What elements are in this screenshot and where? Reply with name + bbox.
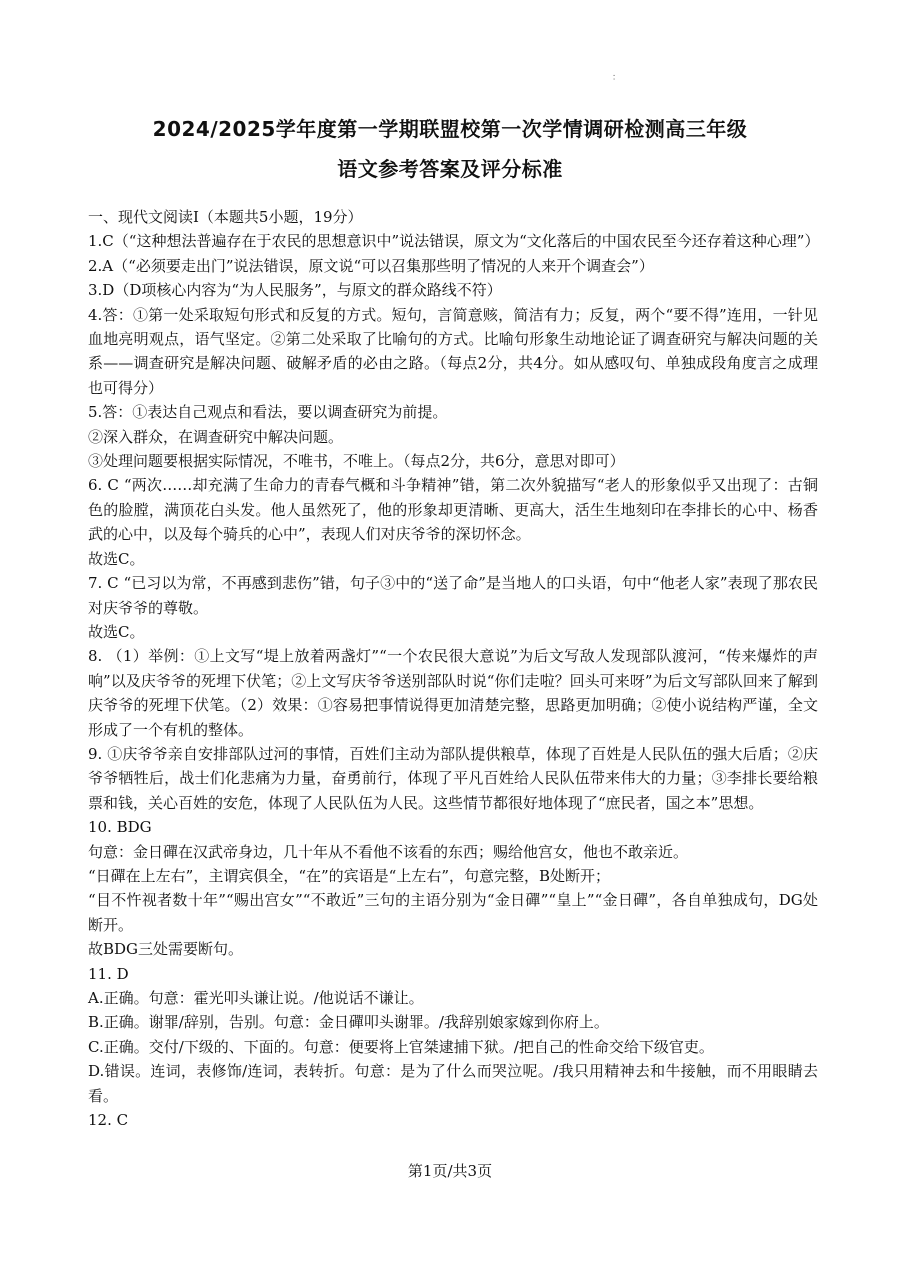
corner-mark: ： — [612, 73, 622, 83]
answer-item: 8. （1）举例：①上文写“堤上放着两盏灯”“一个农民很大意说”为后文写敌人发现部队渡河，“传来爆炸的声响”以及庆爷爷的死埋下伏笔；②上文写庆爷爷送别部队时说“你们走啦？回头可来呀”为后文写部队回来了解到庆爷爷的死埋下伏笔。（2）效果：①容易把事情说得更加清楚完整，思路更加明确；②使小说结构严谨，全文形成了一个有机的整体。 — [88, 647, 818, 739]
answer-item: A.正确。句意：霍光叩头谦让说。/他说话不谦让。 — [88, 989, 424, 1007]
answer-item: 6. C “两次……却充满了生命力的青春气概和斗争精神”错，第二次外貌描写“老人的形象似乎又出现了：古铜色的脸膛，满顶花白头发。他人虽然死了，他的形象却更清晰、更高大，活生生地刻印在李排长的心中、杨香武的心中，以及每个骑兵的心中”，表现人们对庆爷爷的深切怀念。 — [88, 476, 818, 544]
answer-item: 2.A（“必须要走出门”说法错误，原文说“可以召集那些明了情况的人来开个调查会”） — [88, 256, 654, 275]
document-subtitle: 语文参考答案及评分标准 — [337, 157, 563, 181]
page-number: 第1页/共3页 — [407, 1162, 493, 1180]
answer-content — [88, 205, 818, 1132]
answer-item: 句意：金日磾在汉武帝身边，几十年从不看他不该看的东西；赐给他宫女，他也不敢亲近。 — [88, 842, 689, 861]
answer-item: 10. BDG — [88, 818, 152, 837]
answer-item: 12. C — [88, 1111, 129, 1130]
answer-item: “目不忤视者数十年”“赐出宫女”“不敢近”三句的主语分别为“金日磾”“皇上”“金日磾”，各自单独成句，DG处断开。 — [88, 891, 818, 934]
answer-item: 9. ①庆爷爷亲自安排部队过河的事情，百姓们主动为部队提供粮草，体现了百姓是人民队伍的强大后盾；②庆爷爷牺牲后，战士们化悲痛为力量，奋勇前行，体现了平凡百姓给人民队伍带来伟大的力量；③李排长要给粮票和钱，关心百姓的安危，体现了人民队伍为人民。这些情节都很好地体现了“庶民者，国之本”思想。 — [88, 744, 818, 812]
document-title: 2024/2025学年度第一学期联盟校第一次学情调研检测高三年级 — [152, 117, 748, 141]
answer-item: 11. D — [88, 964, 129, 983]
answer-item: 1.C（“这种想法普遍存在于农民的思想意识中”说法错误，原文为“文化落后的中国农民至今还存着这种心理”） — [88, 232, 820, 251]
answer-item: ③处理问题要根据实际情况，不唯书，不唯上。（每点2分，共6分，意思对即可） — [88, 452, 625, 471]
answer-item: D.错误。连词，表修饰/连词，表转折。句意：是为了什么而哭泣呢。/我只用精神去和牛接触，而不用眼睛去看。 — [88, 1062, 818, 1105]
section-heading: 一、现代文阅读Ⅰ（本题共5小题，19分） — [88, 208, 363, 226]
answer-item: 7. C “已习以为常，不再感到悲伤”错，句子③中的“送了命”是当地人的口头语，句中“他老人家”表现了那农民对庆爷爷的尊敬。 — [88, 574, 818, 617]
answer-item: ②深入群众，在调查研究中解决问题。 — [88, 427, 344, 446]
answer-item: 4.答：①第一处采取短句形式和反复的方式。短句，言简意赅，简洁有力；反复，两个“要不得”连用，一针见血地亮明观点，语气坚定。②第二处采取了比喻句的方式。比喻句形象生动地论证了调查研究与解决问题的关系——调查研究是解决问题、破解矛盾的必由之路。（每点2分，共4分。如从感叹句、单独成段角度言之成理也可得分） — [88, 305, 818, 397]
answer-item: 故选C。 — [88, 549, 145, 568]
answer-item: C.正确。交付/下级的、下面的。句意：便要将上官桀逮捕下狱。/把自己的性命交给下级官吏。 — [88, 1037, 714, 1056]
answer-item: 故选C。 — [88, 622, 145, 641]
answer-item: B.正确。谢罪/辞别，告别。句意：金日磾叩头谢罪。/我辞别娘家嫁到你府上。 — [88, 1013, 609, 1032]
answer-item: 5.答：①表达自己观点和看法，要以调查研究为前提。 — [88, 403, 448, 422]
answer-item: “日磾在上左右”，主谓宾俱全，“在”的宾语是“上左右”，句意完整，B处断开； — [88, 866, 611, 885]
answer-item: 故BDG三处需要断句。 — [88, 940, 244, 959]
answer-item: 3.D（D项核心内容为“为人民服务”，与原文的群众路线不符） — [88, 281, 502, 300]
